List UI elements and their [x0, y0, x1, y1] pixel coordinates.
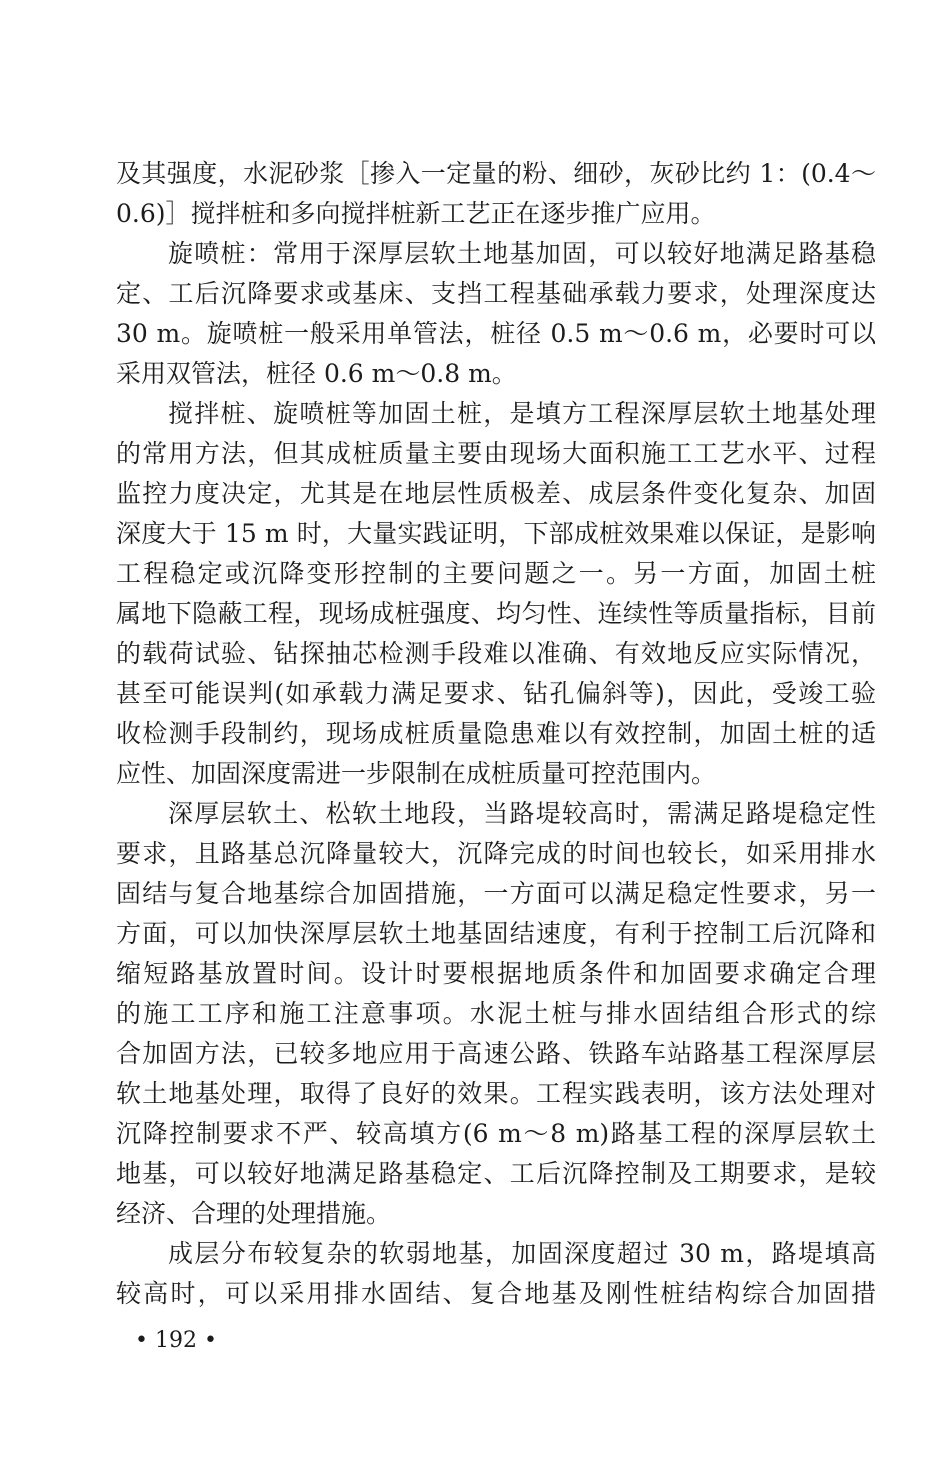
text-line: 缩短路基放置时间。设计时要根据地质条件和加固要求确定合理 — [116, 959, 876, 988]
text-line: 工程稳定或沉降变形控制的主要问题之一。另一方面，加固土桩 — [116, 559, 876, 588]
text-line: 要求，且路基总沉降量较大，沉降完成的时间也较长，如采用排水 — [116, 839, 876, 868]
text-line: 方面，可以加快深厚层软土地基固结速度，有利于控制工后沉降和 — [116, 919, 876, 948]
text-line: 固结与复合地基综合加固措施，一方面可以满足稳定性要求，另一 — [116, 879, 876, 908]
text-line: 旋喷桩：常用于深厚层软土地基加固，可以较好地满足路基稳 — [168, 239, 876, 268]
text-line: 成层分布较复杂的软弱地基，加固深度超过 30 m，路堤填高 — [168, 1239, 876, 1268]
page-number: • 192 • — [135, 1328, 217, 1353]
text-line: 30 m。旋喷桩一般采用单管法，桩径 0.5 m～0.6 m，必要时可以 — [116, 319, 876, 348]
text-line: 经济、合理的处理措施。 — [116, 1199, 392, 1228]
body-text — [116, 154, 876, 1314]
text-line: 及其强度，水泥砂浆［掺入一定量的粉、细砂，灰砂比约 1：(0.4～ — [116, 159, 876, 188]
text-line: 的载荷试验、钻探抽芯检测手段难以准确、有效地反应实际情况， — [116, 639, 876, 668]
text-line: 软土地基处理，取得了良好的效果。工程实践表明，该方法处理对 — [116, 1079, 876, 1108]
text-line: 合加固方法，已较多地应用于高速公路、铁路车站路基工程深厚层 — [116, 1039, 876, 1068]
text-line: 0.6)］搅拌桩和多向搅拌桩新工艺正在逐步推广应用。 — [116, 199, 716, 228]
text-line: 深厚层软土、松软土地段，当路堤较高时，需满足路堤稳定性 — [168, 799, 876, 828]
text-line: 属地下隐蔽工程，现场成桩强度、均匀性、连续性等质量指标，目前 — [116, 599, 876, 628]
text-line: 地基，可以较好地满足路基稳定、工后沉降控制及工期要求，是较 — [116, 1159, 876, 1188]
text-line: 的常用方法，但其成桩质量主要由现场大面积施工工艺水平、过程 — [116, 439, 876, 468]
text-line: 收检测手段制约，现场成桩质量隐患难以有效控制，加固土桩的适 — [116, 719, 876, 748]
text-line: 沉降控制要求不严、较高填方(6 m～8 m)路基工程的深厚层软土 — [116, 1119, 876, 1148]
text-line: 较高时，可以采用排水固结、复合地基及刚性桩结构综合加固措 — [116, 1279, 876, 1308]
text-line: 采用双管法，桩径 0.6 m～0.8 m。 — [116, 359, 517, 388]
text-line: 定、工后沉降要求或基床、支挡工程基础承载力要求，处理深度达 — [116, 279, 876, 308]
text-line: 的施工工序和施工注意事项。水泥土桩与排水固结组合形式的综 — [116, 999, 876, 1028]
text-line: 监控力度决定，尤其是在地层性质极差、成层条件变化复杂、加固 — [116, 479, 876, 508]
text-line: 应性、加固深度需进一步限制在成桩质量可控范围内。 — [116, 759, 717, 788]
text-line: 搅拌桩、旋喷桩等加固土桩，是填方工程深厚层软土地基处理 — [168, 399, 876, 428]
text-line: 深度大于 15 m 时，大量实践证明，下部成桩效果难以保证，是影响 — [116, 519, 876, 548]
text-line: 甚至可能误判(如承载力满足要求、钻孔偏斜等)，因此，受竣工验 — [116, 679, 876, 708]
